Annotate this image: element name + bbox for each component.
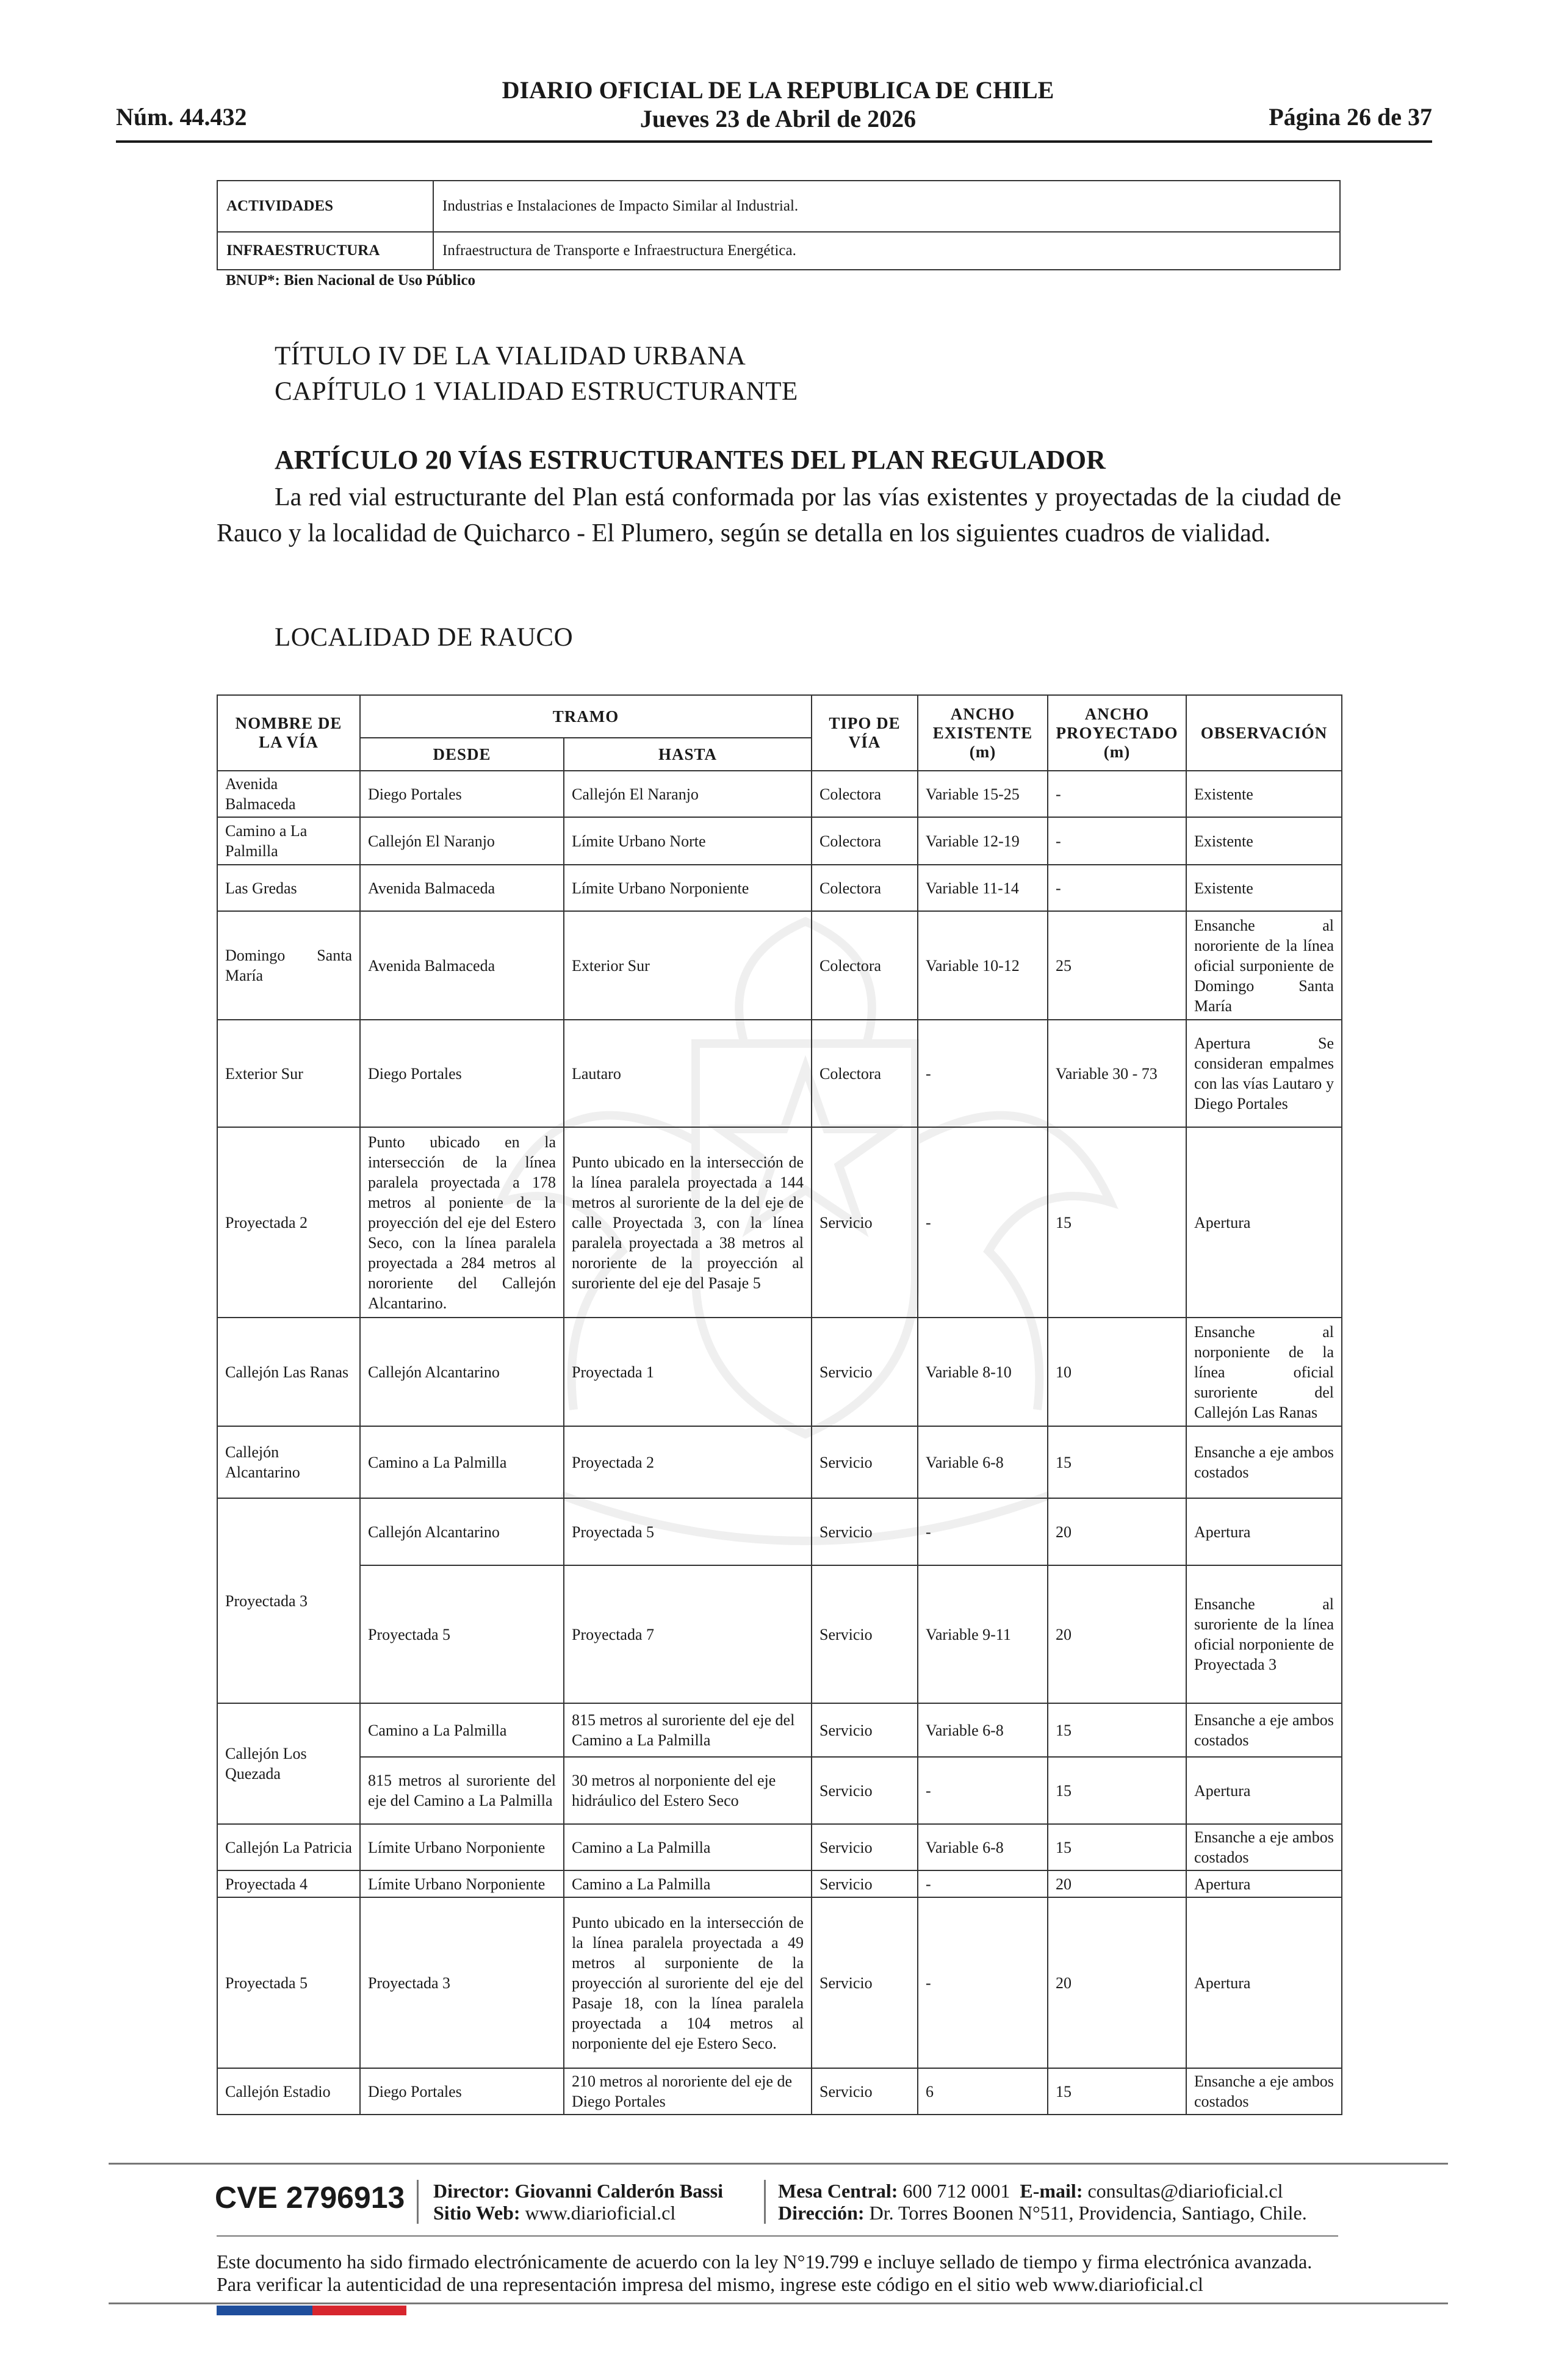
cell-ancho-existente: - bbox=[918, 1870, 1048, 1897]
footer-separator bbox=[417, 2180, 419, 2224]
zoning-uses-table bbox=[217, 180, 1341, 270]
table-row bbox=[217, 1426, 1342, 1498]
flag-stripe-red bbox=[312, 2306, 406, 2315]
cell-observacion: Existente bbox=[1186, 817, 1342, 865]
cell-ancho-proyectado: 15 bbox=[1048, 1426, 1186, 1498]
table-row bbox=[217, 181, 1340, 232]
cell-hasta: Punto ubicado en la intersección de la línea paralela proyectada a 144 metros al suroriente de la del eje de calle Proyectada 3, con la línea paralela proyectada a 38 metros al nororiente de la proyección al suroriente del eje del Pasaje 5 bbox=[564, 1127, 812, 1318]
cell-tipo: Servicio bbox=[812, 1318, 918, 1426]
cell-desde: Avenida Balmaceda bbox=[360, 865, 564, 911]
table-row bbox=[217, 1703, 1342, 1757]
cell-hasta: Punto ubicado en la intersección de la línea paralela proyectada a 49 metros al surponiente de la proyección al suroriente del eje del Pasaje 18, con la línea paralela proyectada a 104 metros al norponiente del eje Estero Seco. bbox=[564, 1897, 812, 2068]
address: Dr. Torres Boonen N°511, Providencia, Santiago, Chile. bbox=[869, 2202, 1307, 2224]
cell-nombre: Domingo Santa María bbox=[217, 911, 360, 1020]
col-header-nombre: NOMBRE DE LA VÍA bbox=[217, 695, 360, 771]
cell-nombre: Proyectada 3 bbox=[217, 1498, 360, 1703]
cell-nombre: Callejón La Patricia bbox=[217, 1824, 360, 1870]
col-header-hasta: HASTA bbox=[564, 738, 812, 771]
web-label: Sitio Web: bbox=[433, 2202, 520, 2224]
cell-ancho-existente: - bbox=[918, 1498, 1048, 1565]
cell-ancho-proyectado: 15 bbox=[1048, 1127, 1186, 1318]
cell-desde: Callejón El Naranjo bbox=[360, 817, 564, 865]
cell-observacion: Existente bbox=[1186, 865, 1342, 911]
director-block bbox=[433, 2180, 723, 2224]
cell-tipo: Colectora bbox=[812, 865, 918, 911]
col-header-observacion: OBSERVACIÓN bbox=[1186, 695, 1342, 771]
col-header-tramo: TRAMO bbox=[360, 695, 812, 738]
cell-nombre: Avenida Balmaceda bbox=[217, 771, 360, 817]
cell-tipo: Servicio bbox=[812, 1824, 918, 1870]
mesa-label: Mesa Central: bbox=[778, 2180, 898, 2202]
cell-tipo: Servicio bbox=[812, 1426, 918, 1498]
table-row bbox=[217, 1565, 1342, 1703]
cell-ancho-proyectado: Variable 30 - 73 bbox=[1048, 1020, 1186, 1127]
footer-divider-mid bbox=[217, 2235, 1338, 2237]
cell-tipo: Colectora bbox=[812, 1020, 918, 1127]
titulo-heading: TÍTULO IV DE LA VIALIDAD URBANA bbox=[275, 342, 746, 370]
table-row bbox=[217, 1020, 1342, 1127]
cell-observacion: Existente bbox=[1186, 771, 1342, 817]
cell-desde: Diego Portales bbox=[360, 1020, 564, 1127]
table-row bbox=[217, 1498, 1342, 1565]
cell-hasta: Exterior Sur bbox=[564, 911, 812, 1020]
cell-desde: Proyectada 5 bbox=[360, 1565, 564, 1703]
row-key: ACTIVIDADES bbox=[217, 181, 433, 232]
cell-ancho-proyectado: - bbox=[1048, 817, 1186, 865]
cell-hasta: Proyectada 5 bbox=[564, 1498, 812, 1565]
table-row bbox=[217, 865, 1342, 911]
table-row bbox=[217, 1757, 1342, 1824]
row-value: Infraestructura de Transporte e Infraestructura Energética. bbox=[433, 232, 1340, 270]
table-row bbox=[217, 771, 1342, 817]
page-number: Página 26 de 37 bbox=[1269, 103, 1432, 131]
cell-ancho-proyectado: 20 bbox=[1048, 1565, 1186, 1703]
articulo-heading: ARTÍCULO 20 VÍAS ESTRUCTURANTES DEL PLAN REGULADOR bbox=[275, 445, 1106, 475]
cell-nombre: Las Gredas bbox=[217, 865, 360, 911]
localidad-heading: LOCALIDAD DE RAUCO bbox=[275, 623, 574, 652]
col-header-ancho-proyectado: ANCHO PROYECTADO (m) bbox=[1048, 695, 1186, 771]
cell-ancho-existente: Variable 10-12 bbox=[918, 911, 1048, 1020]
cell-desde: Callejón Alcantarino bbox=[360, 1318, 564, 1426]
cell-observacion: Apertura bbox=[1186, 1498, 1342, 1565]
direccion-label: Dirección: bbox=[778, 2202, 865, 2224]
cell-hasta: Proyectada 1 bbox=[564, 1318, 812, 1426]
cell-tipo: Colectora bbox=[812, 771, 918, 817]
cell-tipo: Colectora bbox=[812, 911, 918, 1020]
cell-nombre: Callejón Las Ranas bbox=[217, 1318, 360, 1426]
footer-divider-bottom bbox=[109, 2302, 1448, 2304]
table-row bbox=[217, 1127, 1342, 1318]
cell-tipo: Servicio bbox=[812, 1703, 918, 1757]
cell-ancho-proyectado: - bbox=[1048, 865, 1186, 911]
cell-observacion: Ensanche al nororiente de la línea oficial surponiente de Domingo Santa María bbox=[1186, 911, 1342, 1020]
cell-tipo: Servicio bbox=[812, 1870, 918, 1897]
col-header-desde: DESDE bbox=[360, 738, 564, 771]
cell-ancho-proyectado: 15 bbox=[1048, 1824, 1186, 1870]
table-row bbox=[217, 2068, 1342, 2115]
cell-hasta: Límite Urbano Norponiente bbox=[564, 865, 812, 911]
cell-nombre: Proyectada 4 bbox=[217, 1870, 360, 1897]
cell-ancho-existente: Variable 15-25 bbox=[918, 771, 1048, 817]
cell-ancho-existente: Variable 11-14 bbox=[918, 865, 1048, 911]
mesa-phone: 600 712 0001 bbox=[902, 2180, 1010, 2202]
table-row bbox=[217, 1824, 1342, 1870]
cell-desde: Avenida Balmaceda bbox=[360, 911, 564, 1020]
cell-ancho-proyectado: 15 bbox=[1048, 1757, 1186, 1824]
cell-tipo: Servicio bbox=[812, 1565, 918, 1703]
director-name: Giovanni Calderón Bassi bbox=[514, 2180, 723, 2202]
cell-nombre: Exterior Sur bbox=[217, 1020, 360, 1127]
cell-ancho-proyectado: - bbox=[1048, 771, 1186, 817]
cell-observacion: Ensanche a eje ambos costados bbox=[1186, 2068, 1342, 2115]
cell-ancho-proyectado: 25 bbox=[1048, 911, 1186, 1020]
cell-tipo: Servicio bbox=[812, 1757, 918, 1824]
cell-tipo: Servicio bbox=[812, 1897, 918, 2068]
legal-notice: Este documento ha sido firmado electrónicamente de acuerdo con la ley N°19.799 e incluye sellado de tiempo y firma electrónica avanzada. Para verificar la autenticidad de una representación impresa del mismo, ingrese este código en el sitio web www.diarioficial.cl bbox=[217, 2251, 1313, 2295]
cell-tipo: Servicio bbox=[812, 1498, 918, 1565]
cell-desde: Camino a La Palmilla bbox=[360, 1426, 564, 1498]
section-headings bbox=[275, 339, 798, 409]
cell-ancho-existente: 6 bbox=[918, 2068, 1048, 2115]
table-row bbox=[217, 1870, 1342, 1897]
table-header-row bbox=[217, 695, 1342, 738]
cell-ancho-existente: - bbox=[918, 1897, 1048, 2068]
cell-desde: Callejón Alcantarino bbox=[360, 1498, 564, 1565]
cell-observacion: Ensanche a eje ambos costados bbox=[1186, 1703, 1342, 1757]
cell-observacion: Apertura bbox=[1186, 1897, 1342, 2068]
issue-number: Núm. 44.432 bbox=[116, 103, 247, 131]
cell-hasta: Proyectada 2 bbox=[564, 1426, 812, 1498]
director-label: Director: bbox=[433, 2180, 510, 2202]
cell-ancho-existente: Variable 6-8 bbox=[918, 1703, 1048, 1757]
bnup-footnote: BNUP*: Bien Nacional de Uso Público bbox=[226, 272, 476, 289]
cell-ancho-existente: Variable 6-8 bbox=[918, 1426, 1048, 1498]
cell-hasta: 210 metros al nororiente del eje de Diego Portales bbox=[564, 2068, 812, 2115]
cell-desde: Proyectada 3 bbox=[360, 1897, 564, 2068]
cell-observacion: Apertura Se consideran empalmes con las vías Lautaro y Diego Portales bbox=[1186, 1020, 1342, 1127]
cell-observacion: Ensanche a eje ambos costados bbox=[1186, 1824, 1342, 1870]
row-key: INFRAESTRUCTURA bbox=[217, 232, 433, 270]
cell-observacion: Apertura bbox=[1186, 1870, 1342, 1897]
cell-tipo: Servicio bbox=[812, 1127, 918, 1318]
cell-hasta: Límite Urbano Norte bbox=[564, 817, 812, 865]
cell-ancho-existente: Variable 8-10 bbox=[918, 1318, 1048, 1426]
cell-nombre: Callejón Estadio bbox=[217, 2068, 360, 2115]
email-label: E-mail: bbox=[1020, 2180, 1083, 2202]
col-header-tipo: TIPO DE VÍA bbox=[812, 695, 918, 771]
cell-nombre: Callejón Alcantarino bbox=[217, 1426, 360, 1498]
cell-observacion: Ensanche al norponiente de la línea oficial suroriente del Callejón Las Ranas bbox=[1186, 1318, 1342, 1426]
cell-ancho-proyectado: 20 bbox=[1048, 1897, 1186, 2068]
flag-stripe-blue bbox=[217, 2306, 312, 2315]
cell-desde: Límite Urbano Norponiente bbox=[360, 1824, 564, 1870]
cell-hasta: 815 metros al suroriente del eje del Camino a La Palmilla bbox=[564, 1703, 812, 1757]
cell-desde: Diego Portales bbox=[360, 2068, 564, 2115]
cell-nombre: Camino a La Palmilla bbox=[217, 817, 360, 865]
cell-desde: Límite Urbano Norponiente bbox=[360, 1870, 564, 1897]
cell-desde: Punto ubicado en la intersección de la línea paralela proyectada a 178 metros al poniente de la proyección del eje del Estero Seco, con la línea paralela proyectada a 284 metros al nororiente del Callejón Alcantarino. bbox=[360, 1127, 564, 1318]
cell-ancho-existente: - bbox=[918, 1757, 1048, 1824]
cell-nombre: Proyectada 2 bbox=[217, 1127, 360, 1318]
header-divider bbox=[116, 140, 1432, 143]
cell-observacion: Ensanche a eje ambos costados bbox=[1186, 1426, 1342, 1498]
contact-block bbox=[778, 2180, 1307, 2224]
table-row bbox=[217, 1897, 1342, 2068]
cell-ancho-existente: Variable 9-11 bbox=[918, 1565, 1048, 1703]
cell-hasta: 30 metros al norponiente del eje hidráulico del Estero Seco bbox=[564, 1757, 812, 1824]
cve-code: CVE 2796913 bbox=[215, 2180, 405, 2215]
footer-separator bbox=[764, 2180, 766, 2224]
publication-title: DIARIO OFICIAL DE LA REPUBLICA DE CHILE bbox=[502, 76, 1054, 104]
cell-desde: 815 metros al suroriente del eje del Camino a La Palmilla bbox=[360, 1757, 564, 1824]
table-row bbox=[217, 817, 1342, 865]
cell-ancho-proyectado: 10 bbox=[1048, 1318, 1186, 1426]
capitulo-heading: CAPÍTULO 1 VIALIDAD ESTRUCTURANTE bbox=[275, 377, 798, 406]
cell-ancho-existente: Variable 6-8 bbox=[918, 1824, 1048, 1870]
cell-hasta: Callejón El Naranjo bbox=[564, 771, 812, 817]
email-link[interactable]: consultas@diarioficial.cl bbox=[1087, 2180, 1283, 2202]
cell-hasta: Lautaro bbox=[564, 1020, 812, 1127]
cell-observacion: Apertura bbox=[1186, 1127, 1342, 1318]
cell-nombre: Proyectada 5 bbox=[217, 1897, 360, 2068]
cell-ancho-proyectado: 15 bbox=[1048, 1703, 1186, 1757]
footer-divider-top bbox=[109, 2163, 1448, 2165]
cell-hasta: Camino a La Palmilla bbox=[564, 1824, 812, 1870]
cell-hasta: Proyectada 7 bbox=[564, 1565, 812, 1703]
website-link[interactable]: www.diarioficial.cl bbox=[525, 2202, 676, 2224]
table-row bbox=[217, 1318, 1342, 1426]
cell-observacion: Apertura bbox=[1186, 1757, 1342, 1824]
cell-ancho-existente: Variable 12-19 bbox=[918, 817, 1048, 865]
cell-desde: Camino a La Palmilla bbox=[360, 1703, 564, 1757]
cell-hasta: Camino a La Palmilla bbox=[564, 1870, 812, 1897]
cell-nombre: Callejón Los Quezada bbox=[217, 1703, 360, 1824]
table-row bbox=[217, 232, 1340, 270]
row-value: Industrias e Instalaciones de Impacto Similar al Industrial. bbox=[433, 181, 1340, 232]
vialidad-table bbox=[217, 694, 1342, 2115]
cell-ancho-existente: - bbox=[918, 1020, 1048, 1127]
cell-ancho-proyectado: 15 bbox=[1048, 2068, 1186, 2115]
col-header-ancho-existente: ANCHO EXISTENTE (m) bbox=[918, 695, 1048, 771]
cell-desde: Diego Portales bbox=[360, 771, 564, 817]
body-paragraph: La red vial estructurante del Plan está conformada por las vías existentes y proyectadas de la ciudad de Rauco y la localidad de Quicharco - El Plumero, según se detalla en los siguientes cuadros de vialidad. bbox=[217, 483, 1341, 547]
cell-tipo: Servicio bbox=[812, 2068, 918, 2115]
cell-ancho-proyectado: 20 bbox=[1048, 1870, 1186, 1897]
table-row bbox=[217, 911, 1342, 1020]
publication-date: Jueves 23 de Abril de 2026 bbox=[639, 105, 917, 132]
cell-ancho-existente: - bbox=[918, 1127, 1048, 1318]
cell-observacion: Ensanche al suroriente de la línea oficial norponiente de Proyectada 3 bbox=[1186, 1565, 1342, 1703]
cell-tipo: Colectora bbox=[812, 817, 918, 865]
cell-ancho-proyectado: 20 bbox=[1048, 1498, 1186, 1565]
